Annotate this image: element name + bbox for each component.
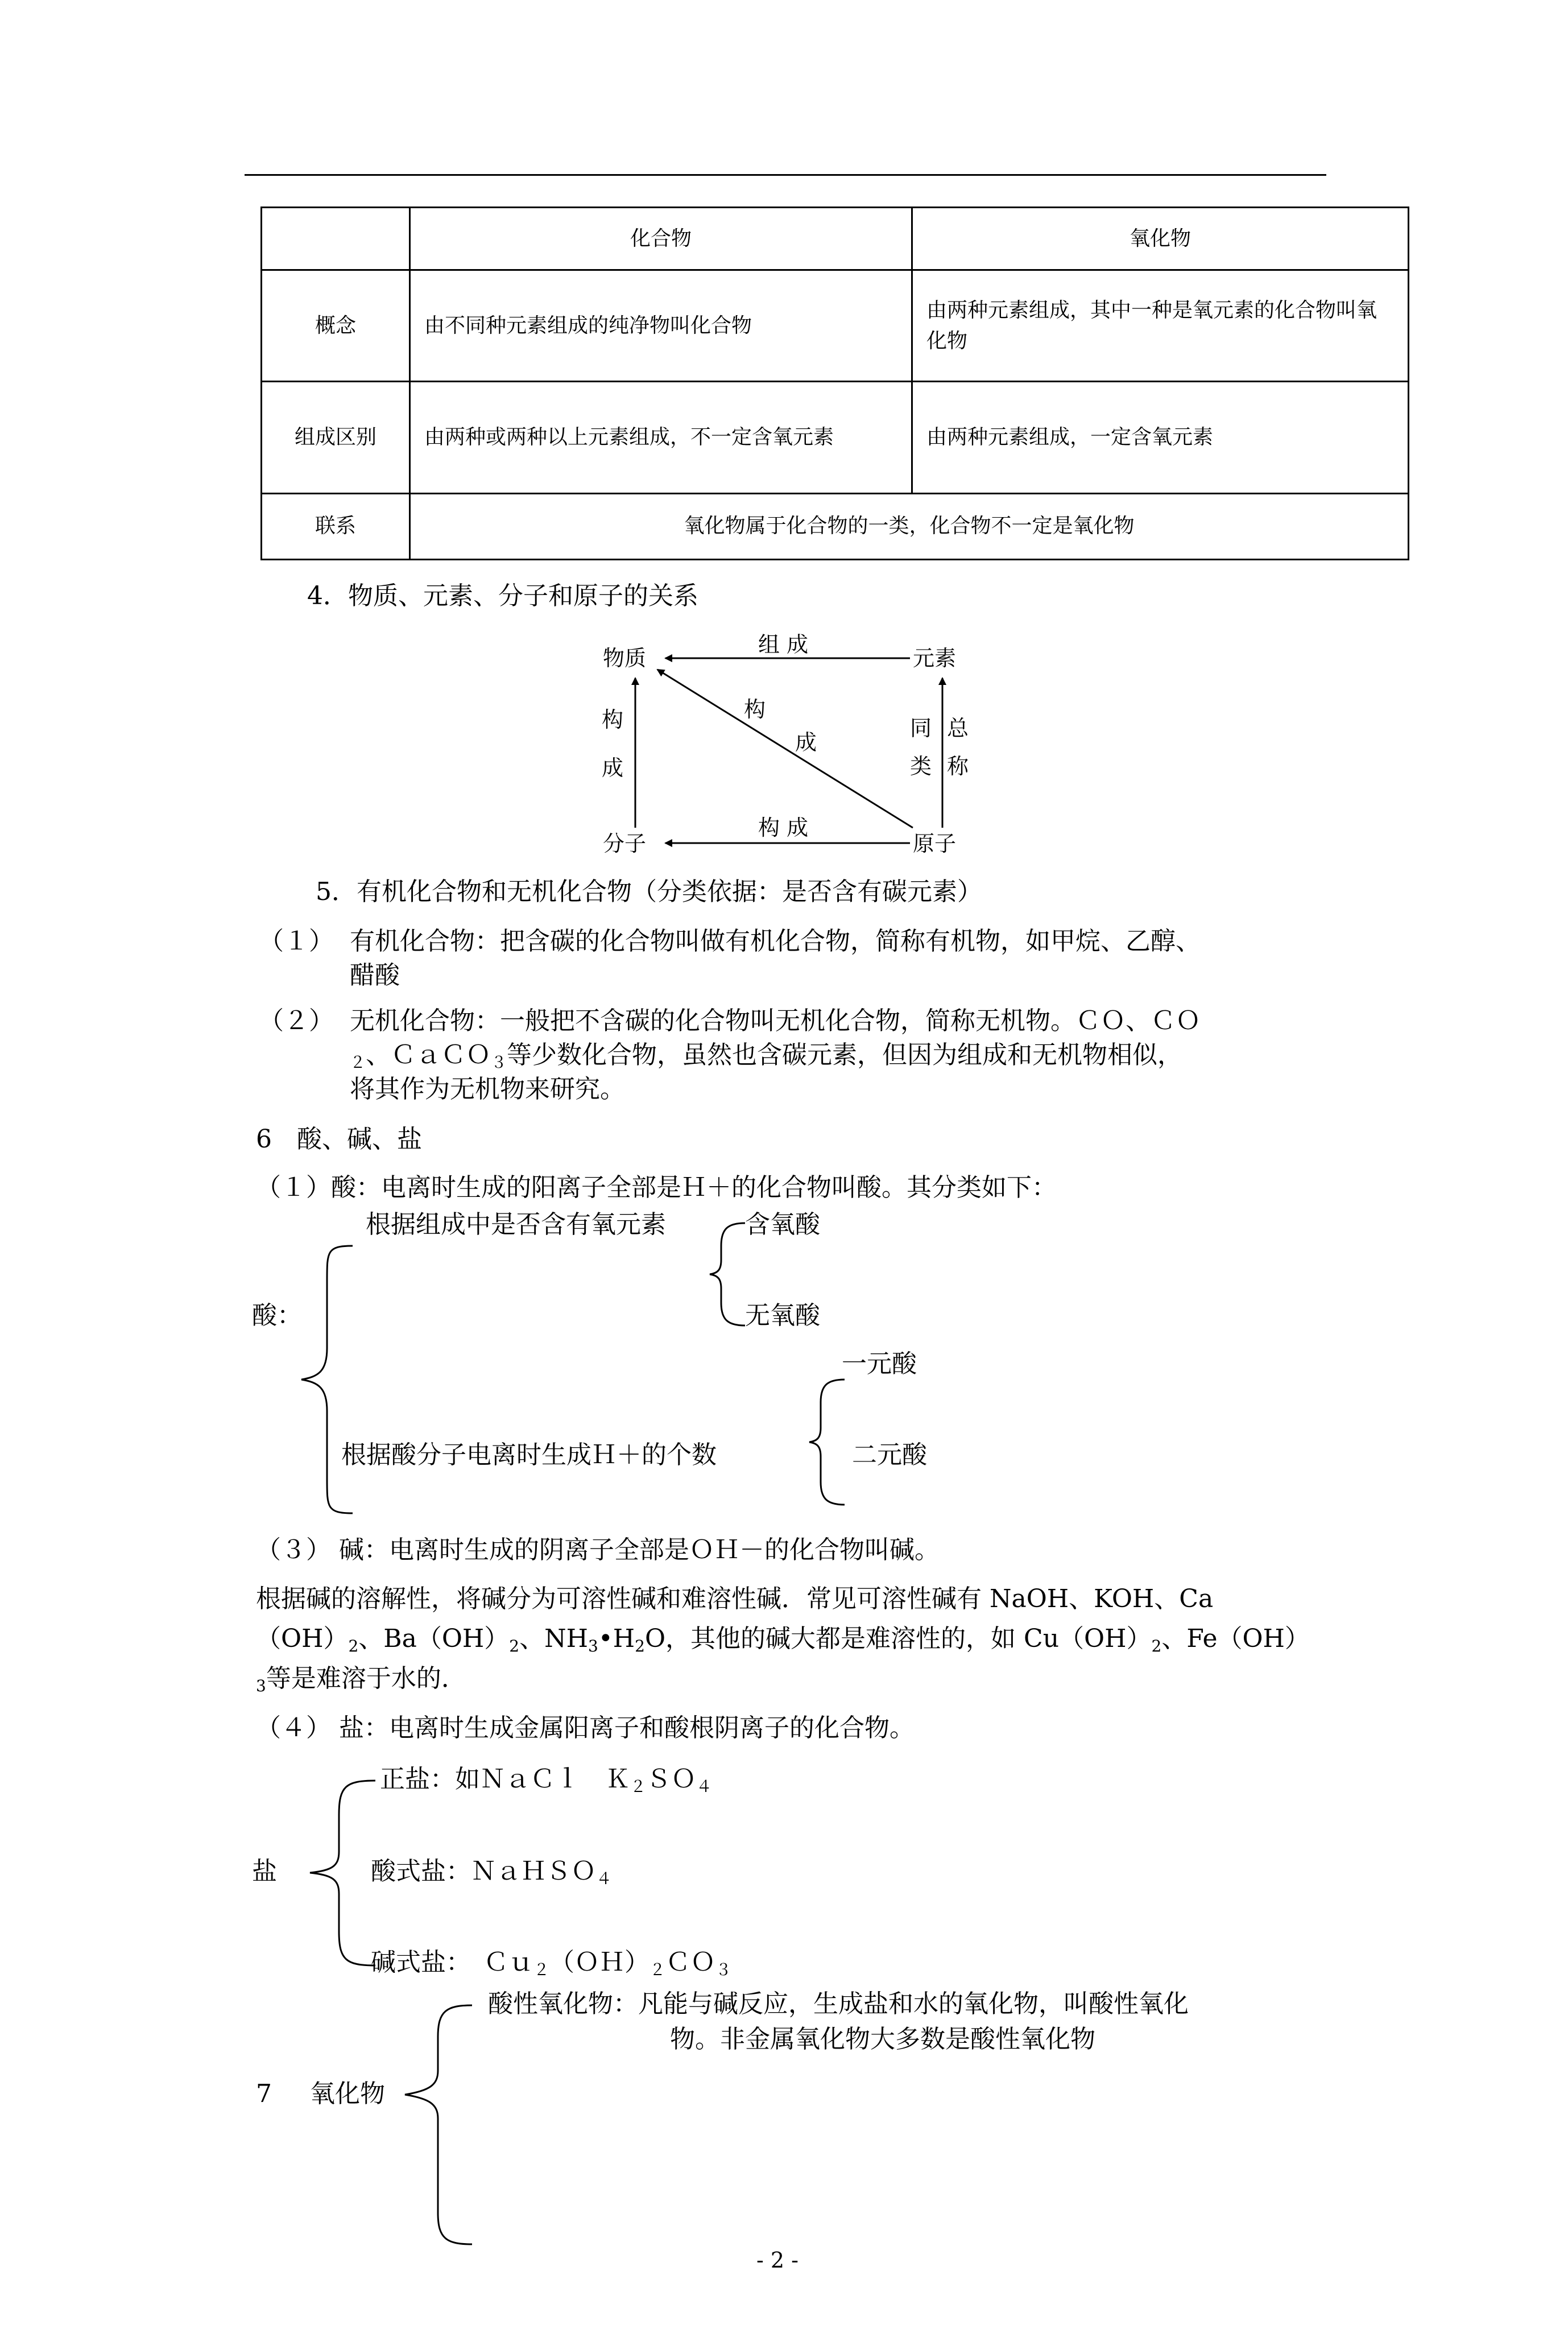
- salt-acid: [371, 1856, 612, 1895]
- label-right-2b: 称: [947, 754, 969, 779]
- label-compose-top: 组 成: [758, 632, 809, 657]
- section-5-title: 5．有机化合物和无机化合物（分类依据：是否含有碳元素）: [316, 877, 982, 906]
- text-run: 等是难溶于水的．: [266, 1664, 466, 1693]
- label-right-2a: 类: [910, 754, 932, 779]
- subscript: ３: [715, 1960, 732, 1979]
- subscript: 3: [588, 1637, 598, 1655]
- text-run: 正盐：如ＮａＣｌ Ｋ: [380, 1765, 630, 1794]
- text-run: ＣＯ: [665, 1948, 716, 1977]
- node-molecule: 分子: [603, 831, 647, 856]
- item-2-line-1: 无机化合物：一般把不含碳的化合物叫无机化合物，简称无机物。ＣＯ、ＣＯ: [350, 1006, 1201, 1035]
- label-diag-1: 构: [744, 697, 766, 722]
- section-7-number: 7: [256, 2079, 272, 2108]
- text-run: 、ＣａＣＯ: [366, 1040, 491, 1069]
- acid-definition: （１）酸：电离时生成的阳离子全部是Ｈ＋的化合物叫酸。其分类如下：: [256, 1173, 1057, 1202]
- subscript: ４: [696, 1777, 713, 1796]
- text-run: 、NH: [519, 1624, 588, 1653]
- subscript: ２: [533, 1960, 550, 1979]
- text-run: O，其他的碱大都是难溶性的，如 Cu（OH）: [644, 1624, 1152, 1653]
- item-1-number: （１）: [259, 927, 334, 956]
- item-2-line-3: 将其作为无机物来研究。: [350, 1075, 625, 1104]
- item-1-line-2: 醋酸: [350, 961, 400, 990]
- oxide-acidic-line-1: 酸性氧化物：凡能与碱反应，生成盐和水的氧化物，叫酸性氧化: [488, 1989, 1189, 2018]
- salt-definition: （４） 盐：电离时生成金属阳离子和酸根阴离子的化合物。: [256, 1713, 915, 1742]
- salt-basic: [371, 1947, 731, 1986]
- subscript: 2: [635, 1637, 645, 1655]
- text-run: 、Ba（OH）: [358, 1624, 510, 1653]
- text-run: 酸式盐：ＮａＨＳＯ: [371, 1857, 596, 1886]
- label-left-2: 成: [602, 755, 624, 781]
- subscript: ４: [596, 1869, 613, 1888]
- label-right-1b: 总: [947, 716, 969, 741]
- text-run: ＳＯ: [646, 1765, 697, 1794]
- subscript: 2: [348, 1637, 359, 1655]
- text-run: （OH）: [256, 1624, 349, 1653]
- text-run: 碱式盐： Ｃｕ: [371, 1948, 533, 1977]
- base-line-3: [256, 1663, 466, 1702]
- subscript: ２: [649, 1960, 666, 1979]
- label-left-1: 构: [602, 707, 624, 732]
- item-1-line-1: 有机化合物：把含碳的化合物叫做有机化合物，简称有机物，如甲烷、乙醇、: [350, 927, 1201, 956]
- header-compound: 化合物: [410, 208, 912, 270]
- acid-branch-hydrogen: 根据酸分子电离时生成Ｈ＋的个数: [341, 1440, 717, 1469]
- base-definition: （３） 碱：电离时生成的阴离子全部是ＯＨ－的化合物叫碱。: [256, 1535, 940, 1564]
- row-label-relation: 联系: [262, 493, 410, 559]
- page-number: - 2 -: [756, 2248, 799, 2273]
- section-6-title: 6 酸、碱、盐: [256, 1125, 422, 1154]
- cell-oxide-difference: 由两种元素组成，一定含氧元素: [912, 382, 1409, 493]
- label-construct-bottom: 构 成: [758, 815, 809, 840]
- salt-label: 盐: [252, 1857, 277, 1886]
- subscript: ３: [491, 1053, 507, 1072]
- oxide-acidic-line-2: 物。非金属氧化物大多数是酸性氧化物: [670, 2025, 1095, 2054]
- text-run: 等少数化合物，虽然也含碳元素，但因为组成和无机物相似，: [507, 1040, 1183, 1069]
- row-label-concept: 概念: [262, 270, 410, 382]
- item-2-number: （２）: [259, 1006, 334, 1035]
- acid-branch-oxygen: 根据组成中是否含有氧元素: [366, 1210, 666, 1239]
- item-2-line-2: [350, 1039, 1182, 1079]
- node-substance: 物质: [603, 646, 647, 671]
- subscript: 2: [1151, 1637, 1162, 1655]
- subscript: 3: [256, 1676, 266, 1695]
- acid-dibasic: 二元酸: [852, 1440, 927, 1469]
- text-run: （ＯＨ）: [549, 1948, 650, 1977]
- section-7-label: 氧化物: [310, 2079, 385, 2108]
- label-right-1a: 同: [910, 716, 932, 741]
- node-atom: 原子: [913, 831, 957, 856]
- cell-compound-concept: 由不同种元素组成的纯净物叫化合物: [410, 270, 912, 382]
- header-oxide: 氧化物: [912, 208, 1409, 270]
- acid-monobasic: 一元酸: [842, 1349, 917, 1378]
- subscript: ２: [350, 1053, 366, 1072]
- subscript: ２: [630, 1777, 647, 1796]
- base-line-2: [256, 1623, 1310, 1662]
- row-label-difference: 组成区别: [262, 382, 410, 493]
- section-4-title: 4．物质、元素、分子和原子的关系: [307, 581, 698, 610]
- cell-compound-difference: 由两种或两种以上元素组成，不一定含氧元素: [410, 382, 912, 493]
- acid-oxy: 含氧酸: [745, 1210, 820, 1239]
- acid-non-oxy: 无氧酸: [745, 1301, 820, 1330]
- subscript: 2: [509, 1637, 520, 1655]
- salt-normal: [380, 1764, 712, 1803]
- text-run: •H: [598, 1624, 635, 1653]
- label-diag-2: 成: [795, 730, 817, 755]
- base-line-1: 根据碱的溶解性，将碱分为可溶性碱和难溶性碱．常见可溶性碱有 NaOH、KOH、Ca: [256, 1584, 1214, 1613]
- acid-label: 酸：: [252, 1301, 302, 1330]
- text-run: 、Fe（OH）: [1161, 1624, 1310, 1653]
- node-element: 元素: [913, 646, 957, 671]
- cell-relation: 氧化物属于化合物的一类，化合物不一定是氧化物: [410, 493, 1409, 559]
- cell-oxide-concept: 由两种元素组成，其中一种是氧元素的化合物叫氧化物: [912, 270, 1409, 382]
